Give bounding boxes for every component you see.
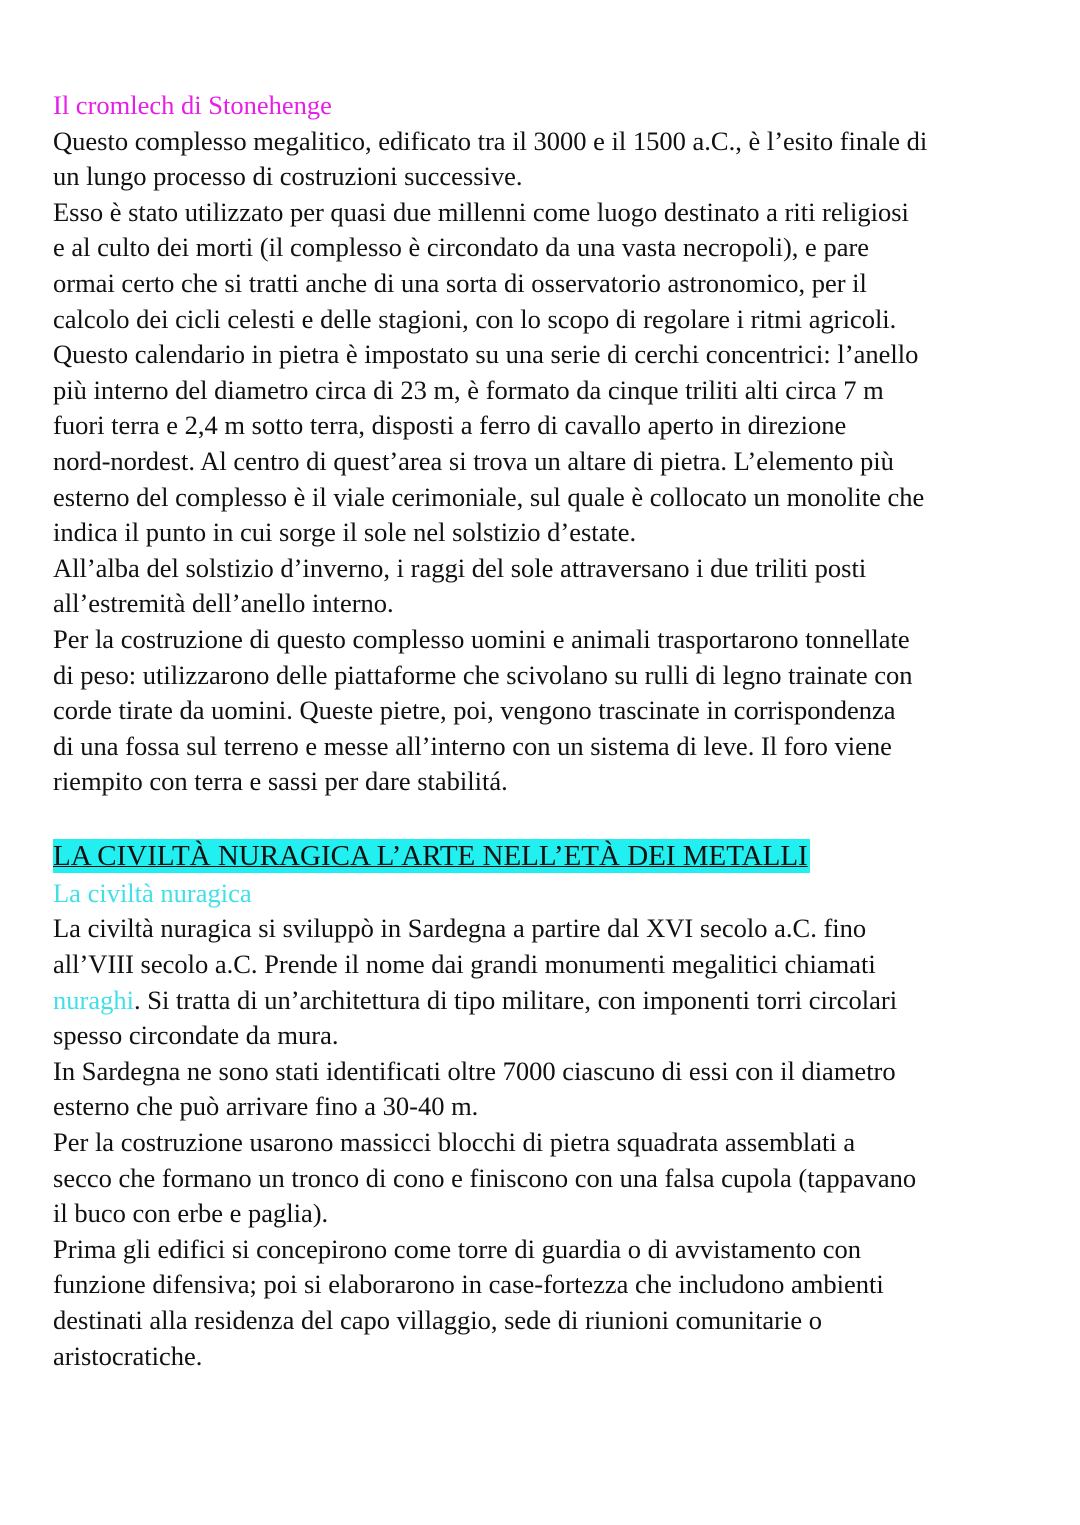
body-line: indica il punto in cui sorge il sole nel solstizio d’estate.	[53, 517, 637, 548]
body-line: aristocratiche.	[53, 1340, 203, 1371]
body-line: di peso: utilizzarono delle piattaforme che scivolano su rulli di legno trainate con	[53, 659, 913, 690]
body-line: Esso è stato utilizzato per quasi due millenni come luogo destinato a riti religiosi	[53, 196, 909, 227]
body-line: all’estremità dell’anello interno.	[53, 588, 394, 619]
stonehenge-body	[53, 124, 1053, 800]
body-line: nord-nordest. Al centro di quest’area si trova un altare di pietra. L’elemento più	[53, 445, 894, 476]
body-line: spesso circondate da mura.	[53, 1020, 339, 1051]
body-line: e al culto dei morti (il complesso è circondato da una vasta necropoli), e pare	[53, 232, 870, 263]
chapter-heading: LA CIVILTÀ NURAGICA L’ARTE NELL’ETÀ DEI METALLI	[53, 839, 808, 872]
document-page	[53, 88, 1053, 1374]
section-subtitle-nuragica: La civiltà nuragica	[53, 877, 252, 908]
body-line: un lungo processo di costruzioni successive.	[53, 161, 523, 192]
body-line: calcolo dei cicli celesti e delle stagioni, con lo scopo di regolare i ritmi agricoli.	[53, 303, 897, 334]
body-line: ormai certo che si tratti anche di una sorta di osservatorio astronomico, per il	[53, 267, 867, 298]
body-line	[53, 983, 1053, 1019]
body-text: . Si tratta di un’architettura di tipo militare, con imponenti torri circolari	[133, 984, 898, 1015]
body-line: Questo calendario in pietra è impostato su una serie di cerchi concentrici: l’anello	[53, 339, 919, 370]
body-line: all’VIII secolo a.C. Prende il nome dai grandi monumenti megalitici chiamati	[53, 949, 876, 980]
body-line: fuori terra e 2,4 m sotto terra, disposti a ferro di cavallo aperto in direzione	[53, 410, 847, 441]
body-line: destinati alla residenza del capo villaggio, sede di riunioni comunitarie o	[53, 1305, 822, 1335]
body-line: Per la costruzione di questo complesso uomini e animali trasportarono tonnellate	[53, 623, 910, 654]
body-line: esterno che può arrivare fino a 30-40 m.	[53, 1091, 479, 1122]
body-line: corde tirate da uomini. Queste pietre, poi, vengono trascinate in corrispondenza	[53, 695, 896, 726]
body-line: La civiltà nuragica si sviluppò in Sardegna a partire dal XVI secolo a.C. fino	[53, 913, 867, 944]
body-line: riempito con terra e sassi per dare stabilitá.	[53, 766, 508, 797]
body-line: funzione difensiva; poi si elaborarono in case-fortezza che includono ambienti	[53, 1269, 884, 1300]
body-line: Prima gli edifici si concepirono come torre di guardia o di avvistamento con	[53, 1233, 862, 1264]
nuragica-body	[53, 1018, 1053, 1374]
body-line: All’alba del solstizio d’inverno, i raggi del sole attraversano i due triliti posti	[53, 552, 867, 583]
body-line: esterno del complesso è il viale cerimoniale, sul quale è collocato un monolite che	[53, 481, 925, 512]
body-line: Questo complesso megalitico, edificato tra il 3000 e il 1500 a.C., è l’esito finale di	[53, 125, 928, 156]
body-line: In Sardegna ne sono stati identificati oltre 7000 ciascuno di essi con il diametro	[53, 1055, 896, 1086]
term-nuraghi: nuraghi	[53, 984, 134, 1015]
body-line: più interno del diametro circa di 23 m, è formato da cinque triliti alti circa 7 m	[53, 374, 884, 405]
section-title-stonehenge: Il cromlech di Stonehenge	[53, 90, 332, 120]
body-line: secco che formano un tronco di cono e finiscono con una falsa cupola (tappavano	[53, 1162, 917, 1193]
spacer	[53, 800, 1053, 836]
body-line: di una fossa sul terreno e messe all’interno con un sistema di leve. Il foro viene	[53, 730, 892, 761]
body-line: Per la costruzione usarono massicci blocchi di pietra squadrata assemblati a	[53, 1127, 856, 1158]
body-line: il buco con erbe e paglia).	[53, 1198, 329, 1229]
